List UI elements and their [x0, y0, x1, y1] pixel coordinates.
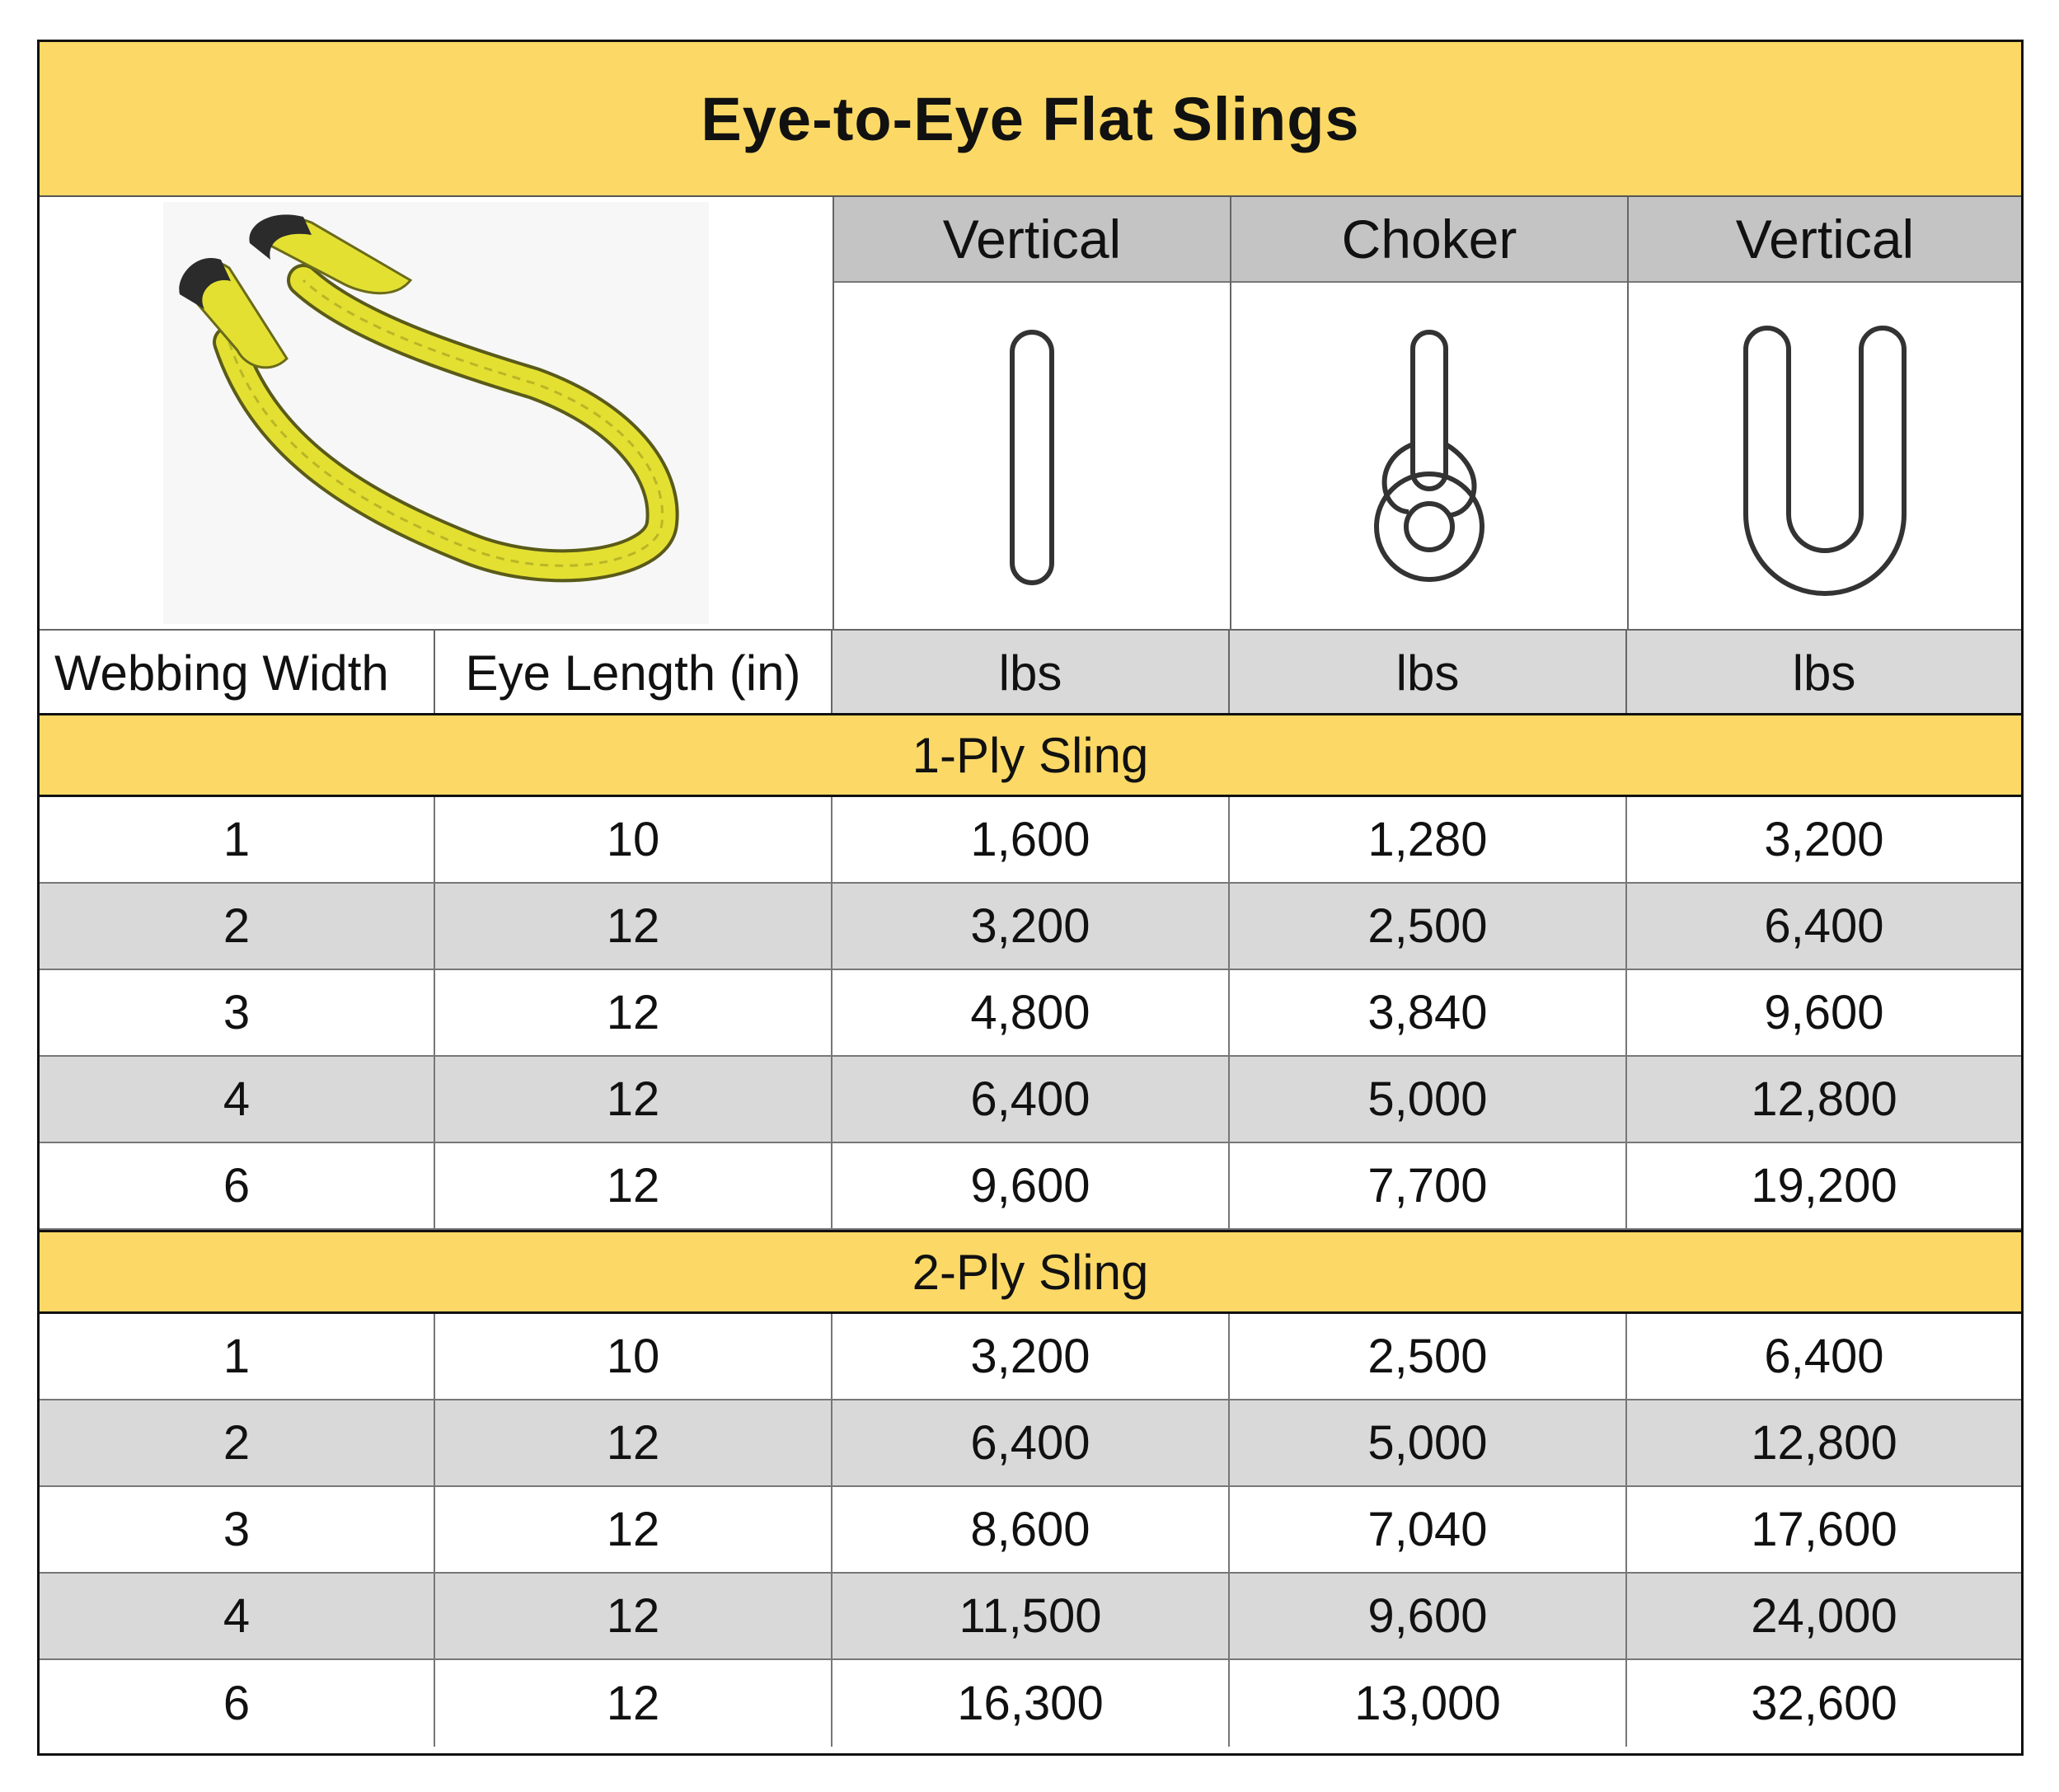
- table-cell: 17,600: [1751, 1503, 1897, 1556]
- table-cell: 10: [435, 797, 833, 882]
- section-header: 2-Ply Sling: [40, 1230, 2021, 1314]
- table-cell: 12,800: [1751, 1416, 1897, 1470]
- table-cell: 6: [40, 1660, 435, 1747]
- table-cell: 1: [40, 797, 435, 882]
- table-cell: 1,600: [833, 797, 1230, 882]
- table-row: [40, 970, 2021, 1057]
- table-cell: 3,200: [1764, 813, 1884, 866]
- table-row: [40, 884, 2021, 970]
- table-cell: 2: [40, 884, 435, 969]
- table-row: [40, 1057, 2021, 1143]
- table-cell: 8,600: [833, 1487, 1230, 1572]
- table-cell: 12: [435, 1143, 833, 1228]
- table-cell: 2,500: [1230, 1314, 1627, 1399]
- table-cell: 10: [435, 1314, 833, 1399]
- table-cell: 5,000: [1230, 1057, 1627, 1142]
- table-cell: 7,040: [1230, 1487, 1627, 1572]
- table-cell: 9,600: [833, 1143, 1230, 1228]
- mode-header-vertical: Vertical: [834, 197, 1230, 283]
- col-header-webbing-width: Webbing Width: [40, 631, 435, 715]
- table-cell: 4,800: [833, 970, 1230, 1055]
- table-cell: 4: [40, 1574, 435, 1658]
- table-cell: 9,600: [1764, 986, 1884, 1039]
- table-row: [40, 1487, 2021, 1574]
- table-cell: 4: [40, 1057, 435, 1142]
- table-cell: 12: [435, 1660, 833, 1747]
- table-row: [40, 1143, 2021, 1230]
- table-row: [40, 1314, 2021, 1400]
- table-cell: 12: [435, 1057, 833, 1142]
- col-header-eye-length: Eye Length (in): [435, 631, 833, 715]
- table-cell: 9,600: [1230, 1574, 1627, 1658]
- table-cell: 6: [40, 1143, 435, 1228]
- table-row: [40, 1400, 2021, 1487]
- table-cell: 13,000: [1230, 1660, 1627, 1747]
- table-cell: 1: [40, 1314, 435, 1399]
- table-cell: 7,700: [1230, 1143, 1627, 1228]
- table-cell: 1,280: [1230, 797, 1627, 882]
- choker-hitch-icon: [1231, 283, 1627, 631]
- mode-header-choker: Choker: [1231, 197, 1627, 283]
- table-cell: 12: [435, 1400, 833, 1485]
- table-cell: 16,300: [833, 1660, 1230, 1747]
- table-cell: 6,400: [833, 1057, 1230, 1142]
- table-cell: 3,200: [833, 884, 1230, 969]
- table-cell: 6,400: [833, 1400, 1230, 1485]
- col-header-basket-lbs: lbs: [1627, 631, 2021, 715]
- table-cell: 2: [40, 1400, 435, 1485]
- table-cell: 12: [435, 884, 833, 969]
- table-cell: 2,500: [1230, 884, 1627, 969]
- basket-hitch-icon: [1629, 283, 2021, 631]
- yellow-flat-sling-photo: [163, 202, 709, 624]
- table-cell: 19,200: [1751, 1159, 1897, 1213]
- table-row: [40, 1574, 2021, 1660]
- col-header-vertical-lbs: lbs: [833, 631, 1230, 715]
- table-cell: 3,840: [1230, 970, 1627, 1055]
- table-cell: 12: [435, 1574, 833, 1658]
- table-cell: 24,000: [1751, 1589, 1897, 1643]
- vertical-hitch-icon: [834, 283, 1230, 631]
- table-cell: 32,600: [1751, 1677, 1897, 1730]
- product-photo-cell: [40, 197, 834, 631]
- section-header: 1-Ply Sling: [40, 713, 2021, 797]
- table-row: [40, 1660, 2021, 1747]
- table-cell: 11,500: [833, 1574, 1230, 1658]
- table-cell: 5,000: [1230, 1400, 1627, 1485]
- sling-capacity-chart: [37, 40, 2024, 1756]
- table-cell: 12,800: [1751, 1072, 1897, 1126]
- table-cell: 6,400: [1764, 899, 1884, 953]
- table-cell: 3: [40, 1487, 435, 1572]
- table-cell: 12: [435, 970, 833, 1055]
- table-cell: 3: [40, 970, 435, 1055]
- chart-title: Eye-to-Eye Flat Slings: [40, 42, 2021, 197]
- table-cell: 3,200: [833, 1314, 1230, 1399]
- table-row: [40, 797, 2021, 884]
- table-cell: 6,400: [1764, 1330, 1884, 1383]
- col-header-choker-lbs: lbs: [1230, 631, 1627, 715]
- mode-header-basket: Vertical: [1629, 197, 2021, 283]
- table-cell: 12: [435, 1487, 833, 1572]
